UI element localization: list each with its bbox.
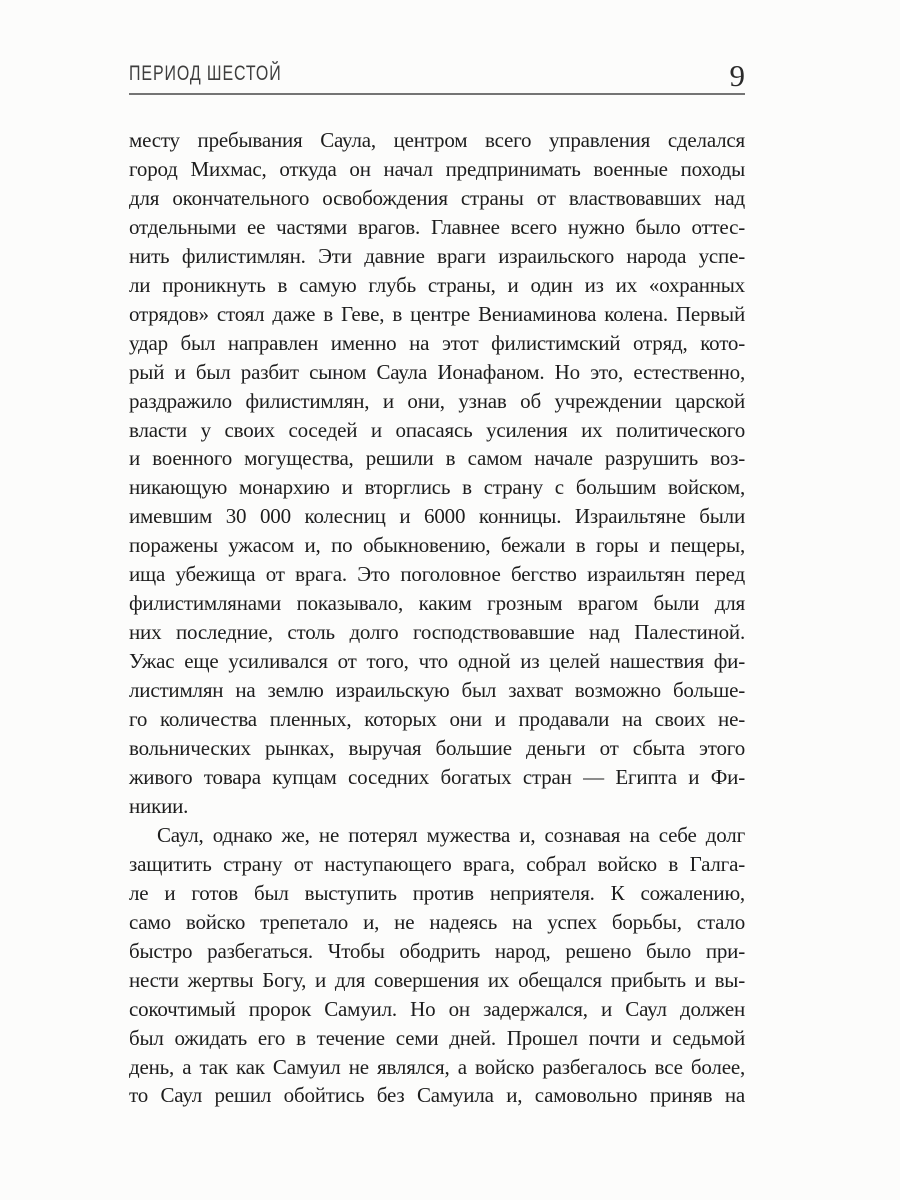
text-line: них последние, столь долго господствовавшие над Палестиной. xyxy=(129,620,745,645)
text-line: отрядов» стоял даже в Геве, в центре Вениаминова колена. Первый xyxy=(129,301,745,326)
text-line: филистимлянами показывало, каким грозным врагом были для xyxy=(129,591,745,616)
paragraph xyxy=(129,821,745,1111)
text-line: имевшим 30 000 колесниц и 6000 конницы. Израильтяне были xyxy=(129,504,745,529)
text-line: поражены ужасом и, по обыкновению, бежали в горы и пещеры, xyxy=(129,533,745,558)
text-line: месту пребывания Саула, центром всего управления сделался xyxy=(129,128,745,152)
text-line: для окончательного освобождения страны от властвовавших над xyxy=(129,185,745,210)
page-body xyxy=(129,126,745,1110)
text-line: сокочтимый пророк Самуил. Но он задержался, и Саул должен xyxy=(129,996,745,1021)
text-line: то Саул решил обойтись без Самуила и, самовольно приняв на xyxy=(129,1083,745,1108)
text-line: нить филистимлян. Эти давние враги израильского народа успе- xyxy=(129,243,745,268)
text-line: никии. xyxy=(129,793,189,818)
text-line: и военного могущества, решили в самом начале разрушить воз- xyxy=(129,446,745,471)
text-line: Саул, однако же, не потерял мужества и, сознавая на себе долг xyxy=(157,822,745,847)
text-line: рый и был разбит сыном Саула Ионафаном. Но это, естественно, xyxy=(129,359,745,384)
header-rule xyxy=(129,93,745,95)
text-line: ли проникнуть в самую глубь страны, и один из их «охранных xyxy=(129,272,745,297)
page-number: 9 xyxy=(729,58,745,93)
text-line: живого товара купцам соседних богатых стран — Египта и Фи- xyxy=(129,764,745,789)
text-line: никающую монархию и вторглись в страну с большим войском, xyxy=(129,475,745,500)
text-line: удар был направлен именно на этот филистимский отряд, кото- xyxy=(129,330,745,355)
text-line: вольнических рынках, выручая большие деньги от сбыта этого xyxy=(129,736,745,761)
text-line: быстро разбегаться. Чтобы ободрить народ, решено было при- xyxy=(129,938,745,963)
paragraph xyxy=(129,126,745,821)
running-title: ПЕРИОД ШЕСТОЙ xyxy=(129,62,282,85)
page-header xyxy=(129,58,745,95)
text-line: был ожидать его в течение семи дней. Прошел почти и седьмой xyxy=(129,1025,745,1050)
text-line: Ужас еще усиливался от того, что одной из целей нашествия фи- xyxy=(129,649,745,674)
text-line: нести жертвы Богу, и для совершения их обещался прибыть и вы- xyxy=(129,967,745,992)
text-line: ле и готов был выступить против неприятеля. К сожалению, xyxy=(129,880,745,905)
text-line: власти у своих соседей и опасаясь усиления их политического xyxy=(129,417,745,442)
text-line: го количества пленных, которых они и продавали на своих не- xyxy=(129,707,745,732)
text-line: защитить страну от наступающего врага, собрал войско в Галга- xyxy=(129,851,745,876)
text-line: само войско трепетало и, не надеясь на успех борьбы, стало xyxy=(129,909,745,934)
text-line: отдельными ее частями врагов. Главнее всего нужно было оттес- xyxy=(129,214,745,239)
header-row xyxy=(129,58,745,92)
text-line: город Михмас, откуда он начал предпринимать военные походы xyxy=(129,156,745,181)
text-line: листимлян на землю израильскую был захват возможно больше- xyxy=(129,678,745,703)
text-line: день, а так как Самуил не являлся, а войско разбегалось все более, xyxy=(129,1054,745,1079)
text-line: ища убежища от врага. Это поголовное бегство израильтян перед xyxy=(129,562,745,587)
text-line: раздражило филистимлян, и они, узнав об учреждении царской xyxy=(129,388,745,413)
